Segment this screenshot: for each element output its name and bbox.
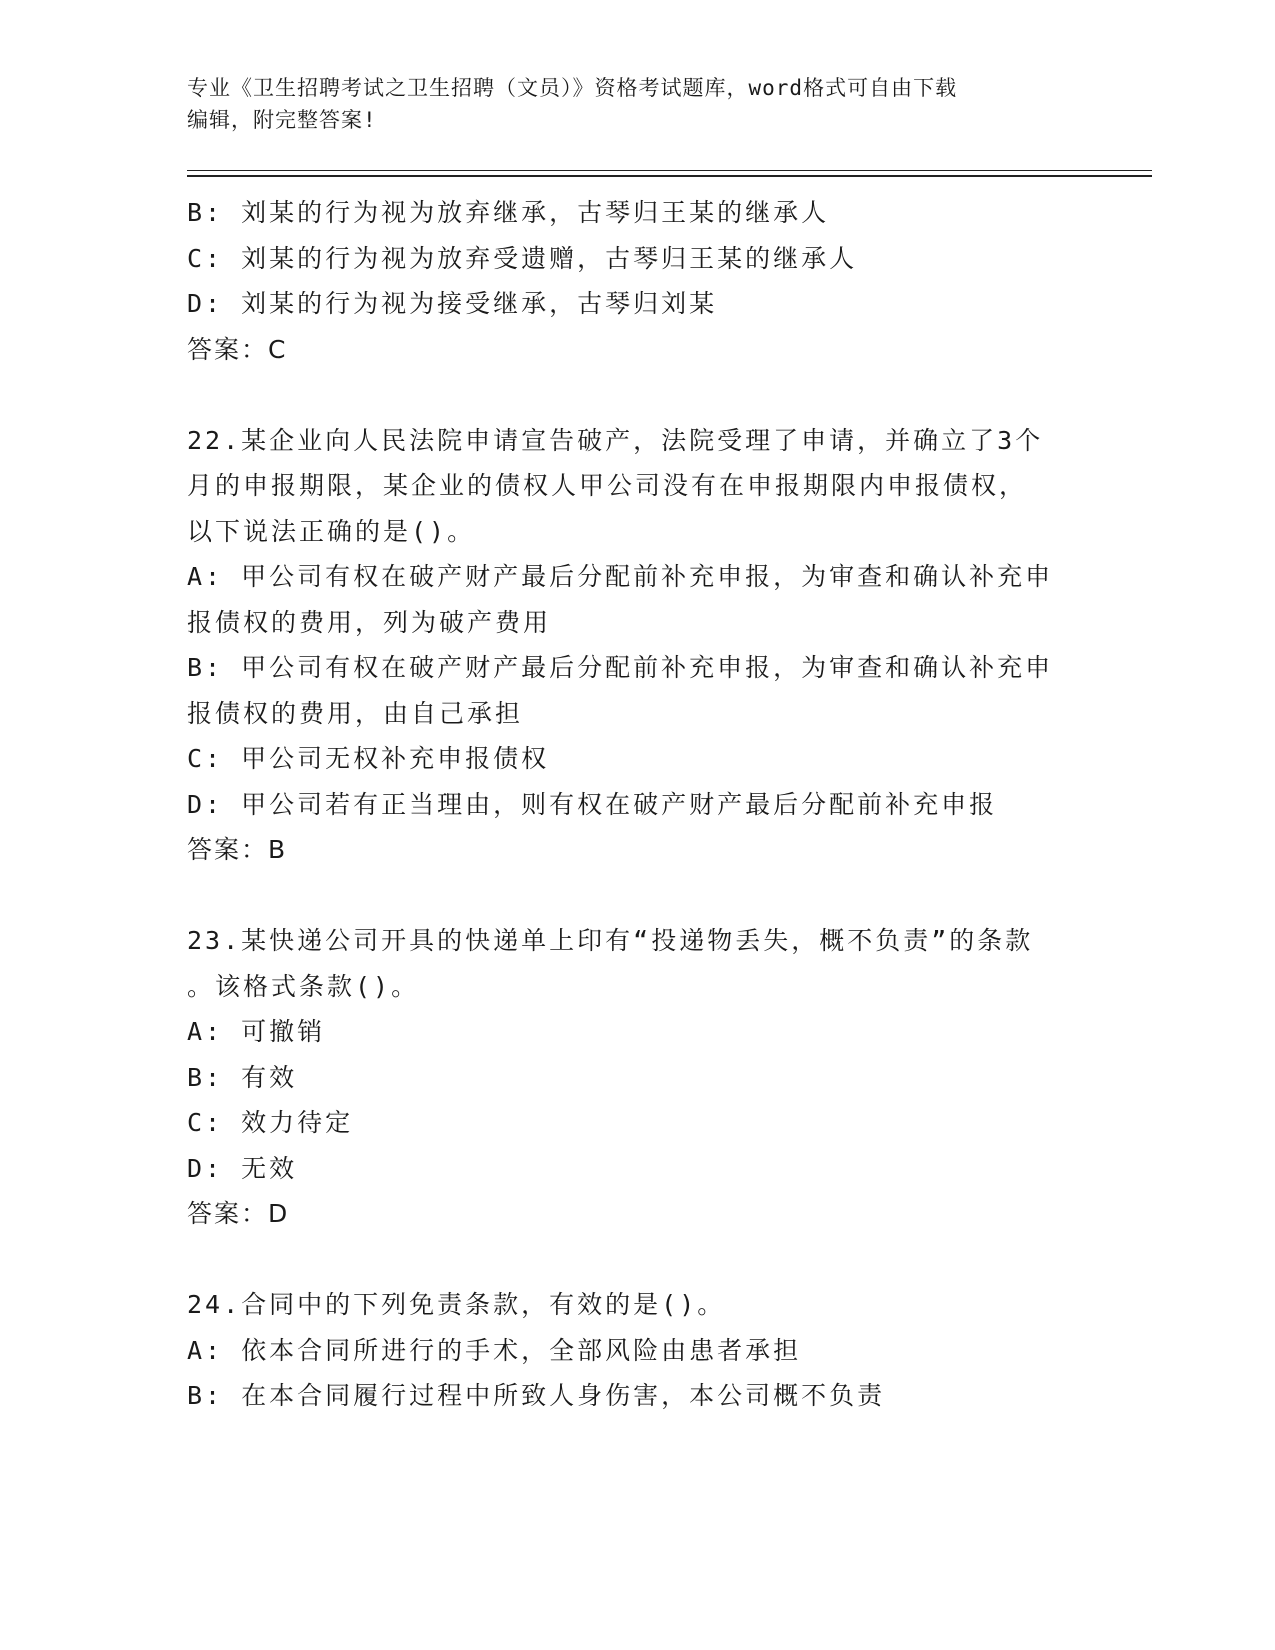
question-content <box>187 190 1087 1419</box>
spacer <box>187 372 1087 418</box>
q24-option-b: B: 在本合同履行过程中所致人身伤害，本公司概不负责 <box>187 1381 886 1410</box>
spacer <box>187 1237 1087 1283</box>
question-22 <box>187 418 1087 873</box>
q23-stem-line-1: 23.某快递公司开具的快递单上印有“投递物丢失，概不负责”的条款 <box>187 926 1034 955</box>
q21-answer: 答案：C <box>187 334 288 364</box>
q21-option-b: B: 刘某的行为视为放弃继承，古琴归王某的继承人 <box>187 198 830 227</box>
question-21-continued <box>187 190 1087 372</box>
q23-option-c: C: 效力待定 <box>187 1108 354 1137</box>
q21-option-c: C: 刘某的行为视为放弃受遗赠，古琴归王某的继承人 <box>187 243 858 273</box>
q22-option-d: D: 甲公司若有正当理由，则有权在破产财产最后分配前补充申报 <box>187 789 998 819</box>
q22-option-c: C: 甲公司无权补充申报债权 <box>187 744 550 773</box>
q23-option-b: B: 有效 <box>187 1062 298 1092</box>
q22-answer: 答案：B <box>187 835 288 864</box>
question-23 <box>187 918 1087 1237</box>
q22-stem-line-2: 月的申报期限，某企业的债权人甲公司没有在申报期限内申报债权， <box>187 471 1028 500</box>
header-line-2: 编辑，附完整答案! <box>187 108 377 132</box>
q24-option-a: A: 依本合同所进行的手术，全部风险由患者承担 <box>187 1335 802 1365</box>
header-divider-thin <box>187 170 1152 171</box>
header-line-1: 专业《卫生招聘考试之卫生招聘（文员）》资格考试题库，word格式可自由下载 <box>187 76 958 100</box>
q23-option-d: D: 无效 <box>187 1153 298 1183</box>
q24-stem: 24.合同中的下列免责条款，有效的是()。 <box>187 1290 726 1319</box>
header-divider-thick <box>187 175 1152 177</box>
q23-stem-line-2: 。该格式条款()。 <box>187 971 420 1001</box>
q22-option-b-line-2: 报债权的费用，由自己承担 <box>187 698 524 728</box>
q22-stem-line-1: 22.某企业向人民法院申请宣告破产，法院受理了申请，并确立了3个 <box>187 425 1044 455</box>
spacer <box>187 873 1087 919</box>
q22-option-a-line-2: 报债权的费用，列为破产费用 <box>187 607 552 637</box>
question-24 <box>187 1282 1087 1419</box>
q23-answer: 答案：D <box>187 1199 290 1228</box>
q22-option-b-line-1: B: 甲公司有权在破产财产最后分配前补充申报，为审查和确认补充申 <box>187 653 1054 682</box>
q22-stem-line-3: 以下说法正确的是()。 <box>187 516 476 546</box>
q23-option-a: A: 可撤销 <box>187 1017 326 1046</box>
q22-option-a-line-1: A: 甲公司有权在破产财产最后分配前补充申报，为审查和确认补充申 <box>187 562 1054 591</box>
q21-option-d: D: 刘某的行为视为接受继承，古琴归刘某 <box>187 289 718 318</box>
document-header <box>187 72 1077 136</box>
